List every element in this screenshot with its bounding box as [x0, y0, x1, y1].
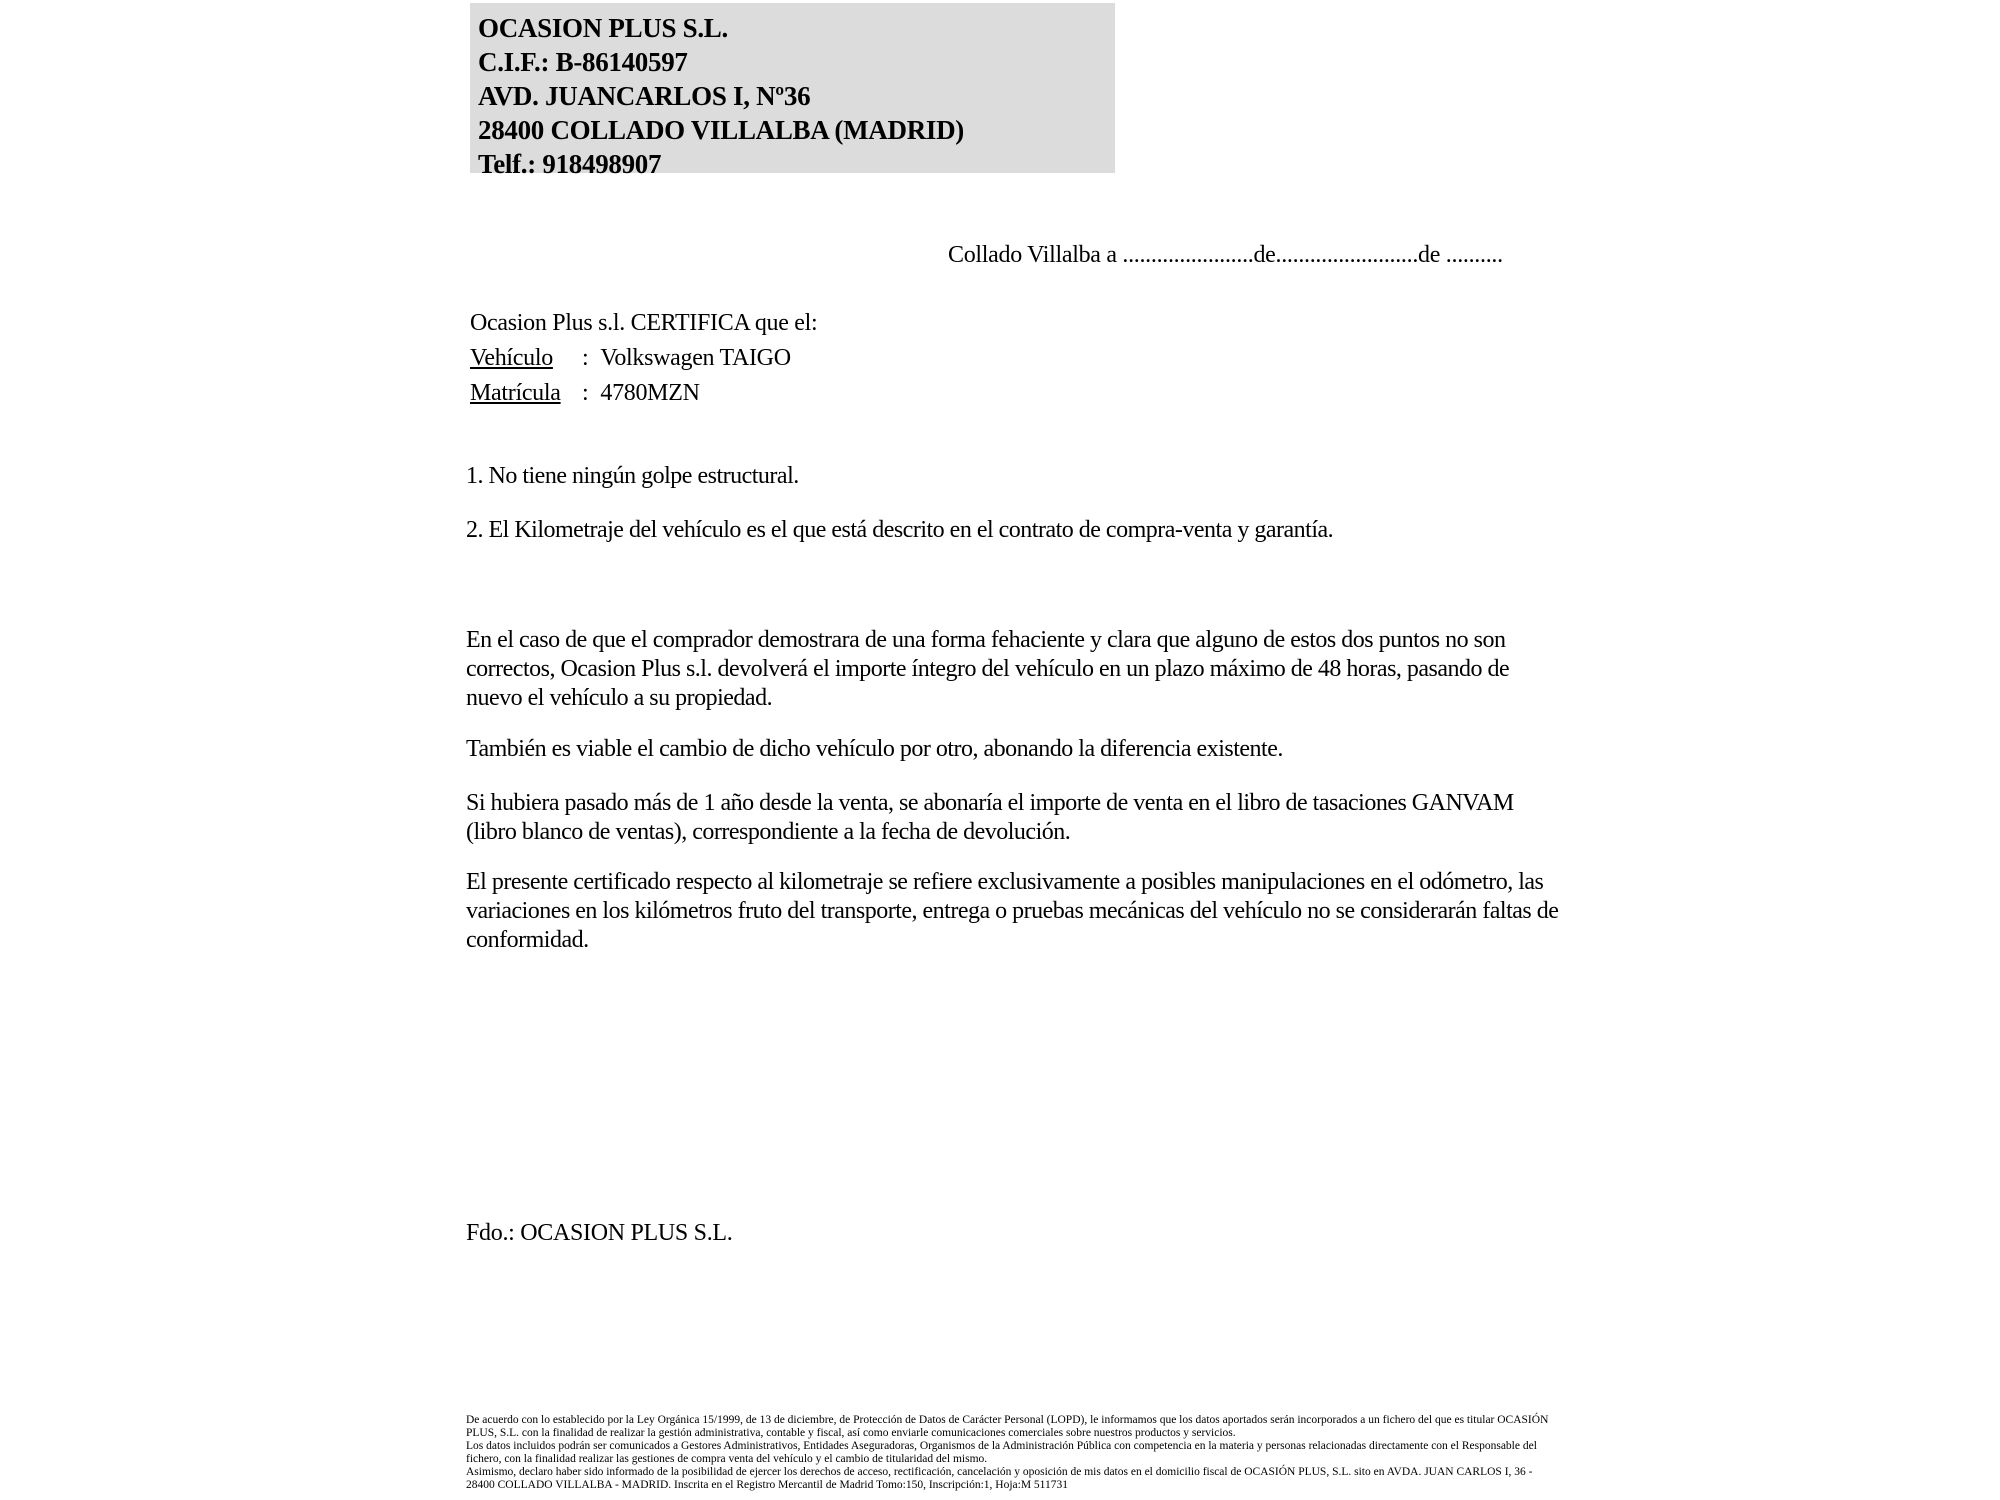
company-cif: C.I.F.: B-86140597 — [478, 47, 688, 77]
field-vehiculo-value: Volkswagen TAIGO — [600, 345, 791, 371]
company-header-box — [470, 3, 1115, 179]
field-vehiculo — [470, 341, 817, 376]
certify-block — [470, 306, 817, 411]
company-name: OCASION PLUS S.L. — [478, 13, 728, 43]
date-line: Collado Villalba a .......................de.........................de .......... — [948, 242, 1503, 268]
signature-line: Fdo.: OCASION PLUS S.L. — [466, 1220, 733, 1246]
paragraph-odometer-disclaimer: El presente certificado respecto al kilometraje se refiere exclusivamente a posibles manipulaciones en el odómetro, las variaciones en los kilómetros fruto del transporte, entrega o pruebas mecánicas del vehículo no se considerarán faltas de conformidad. — [466, 869, 1559, 953]
field-vehiculo-label: Vehículo — [470, 345, 553, 371]
legal-paragraph-rights: Asimismo, declaro haber sido informado de la posibilidad de ejercer los derechos de acceso, rectificación, cancelación y oposición de mis datos en el domicilio fiscal de OCASIÓN PLUS, S.L. sito en AVDA. JUAN CARLOS I, 36 - 28400 COLLADO VILLALBA - MADRID. Inscrita en el Registro Mercantil de Madrid Tomo:150, Inscripción:1, Hoja:M 511731 — [466, 1466, 1533, 1491]
company-phone: Telf.: 918498907 — [478, 149, 662, 179]
legal-footer — [466, 1414, 1556, 1492]
field-matricula-label: Matrícula — [470, 380, 561, 406]
company-address: AVD. JUANCARLOS I, Nº36 — [478, 81, 811, 111]
company-city: 28400 COLLADO VILLALBA (MADRID) — [478, 115, 964, 145]
field-matricula-colon: : — [582, 380, 589, 406]
field-vehiculo-colon: : — [582, 345, 589, 371]
legal-paragraph-lopd: De acuerdo con lo establecido por la Ley Orgánica 15/1999, de 13 de diciembre, de Protección de Datos de Carácter Personal (LOPD), le informamos que los datos aportados serán incorporados a un fichero del que es titular OCASIÓN PLUS, S.L. con la finalidad de realizar la gestión administrativa, contable y fiscal, así como enviarle comunicaciones comerciales sobre nuestros productos y servicios. — [466, 1414, 1549, 1439]
field-matricula-value: 4780MZN — [600, 380, 700, 406]
field-matricula — [470, 376, 817, 411]
paragraph-exchange-option: También es viable el cambio de dicho vehículo por otro, abonando la diferencia existente. — [466, 736, 1283, 762]
point-1: 1. No tiene ningún golpe estructural. — [466, 463, 799, 489]
point-2: 2. El Kilometraje del vehículo es el que está descrito en el contrato de compra-venta y garantía. — [466, 517, 1334, 543]
paragraph-refund-condition: En el caso de que el comprador demostrara de una forma fehaciente y clara que alguno de estos dos puntos no son correctos, Ocasion Plus s.l. devolverá el importe íntegro del vehículo en un plazo máximo de 48 horas, pasando de nuevo el vehículo a su propiedad. — [466, 627, 1510, 711]
certify-intro: Ocasion Plus s.l. CERTIFICA que el: — [470, 310, 818, 336]
legal-paragraph-data-sharing: Los datos incluidos podrán ser comunicados a Gestores Administrativos, Entidades Aseguradoras, Organismos de la Administración Pública con competencia en la materia y personas relacionadas directamente con el Responsable del fichero, con la finalidad realizar las gestiones de compra venta del vehículo y el cambio de titularidad del mismo. — [466, 1440, 1537, 1465]
paragraph-ganvam-valuation: Si hubiera pasado más de 1 año desde la venta, se abonaría el importe de venta en el libro de tasaciones GANVAM (libro blanco de ventas), correspondiente a la fecha de devolución. — [466, 790, 1514, 845]
